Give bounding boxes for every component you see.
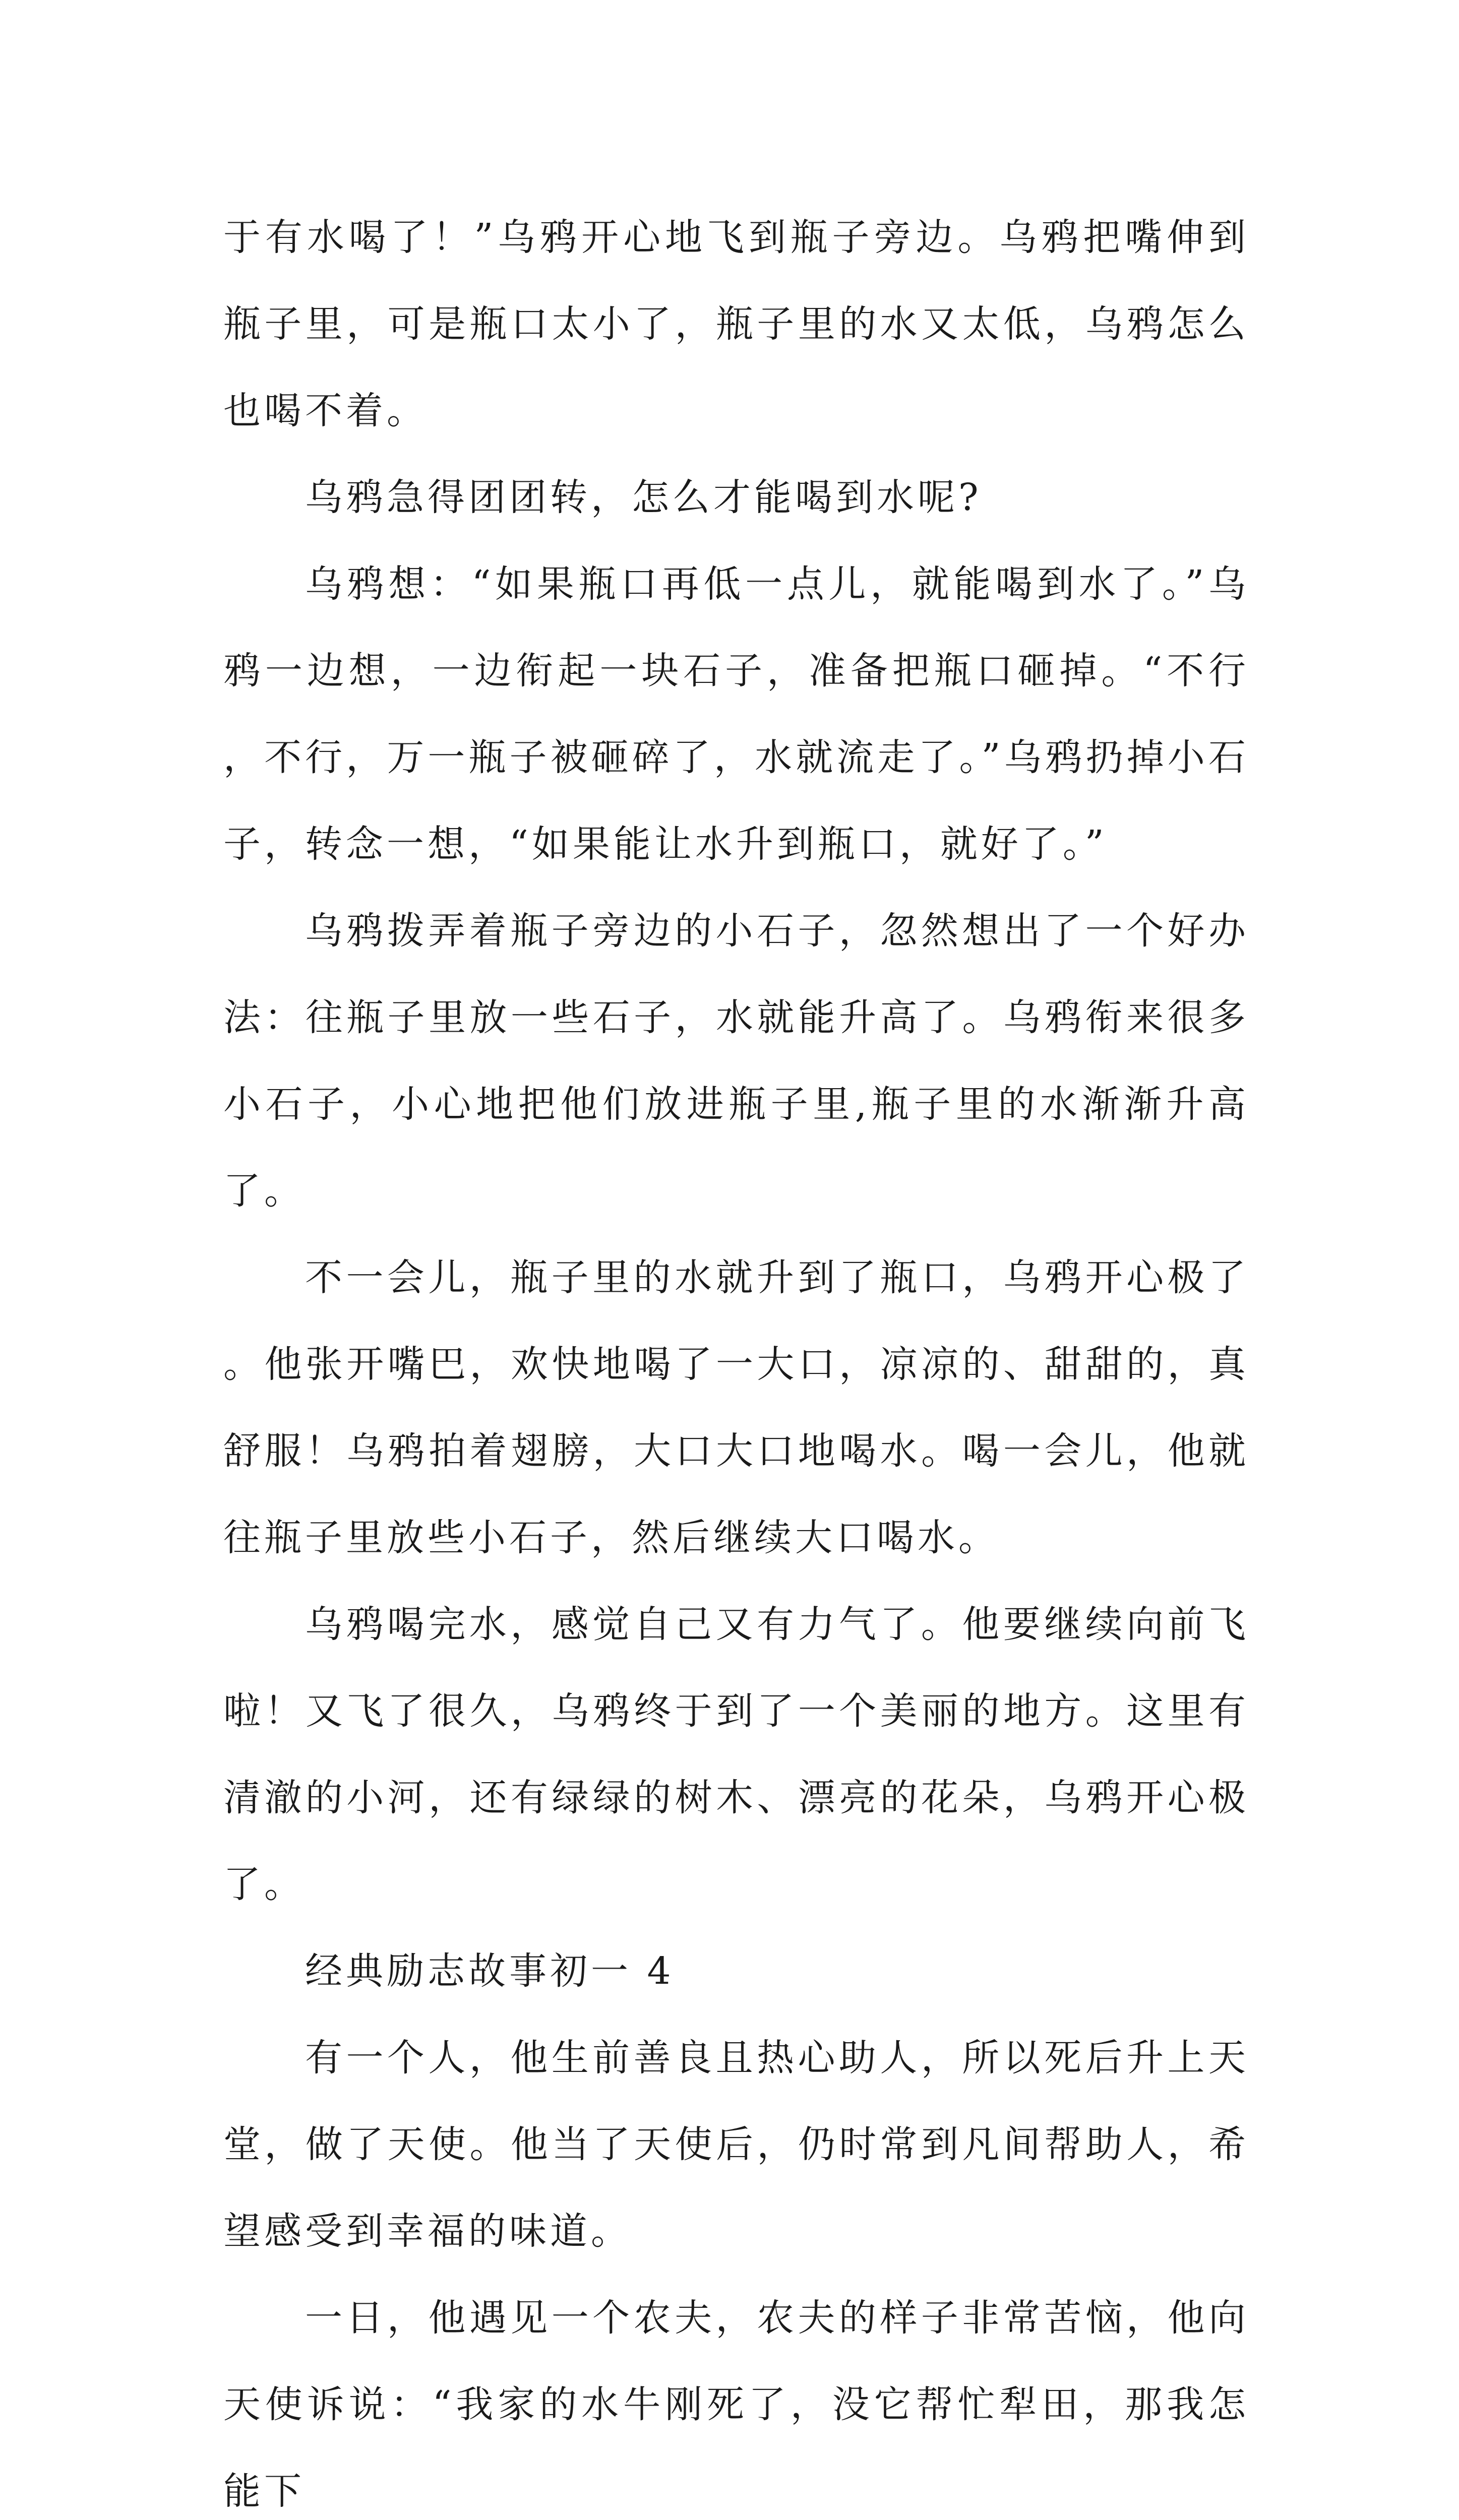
paragraph-angel-intro: 有一个人，他生前善良且热心助人，所以死后升上天堂，做了天使。他当了天使后，仍时常到凡间帮助人，希望感受到幸福的味道。 <box>223 2036 1249 2253</box>
paragraph-crow-anxious: 乌鸦急得团团转，怎么才能喝到水呢? <box>305 476 982 519</box>
paragraph-crow-idea: 乌鸦拨弄着瓶子旁边的小石子，忽然想出了一个好办法：往瓶子里放一些石子，水就能升高了。乌鸦衔来很多小石子，小心地把他们放进瓶子里,瓶子里的水渐渐升高了。 <box>223 909 1249 1213</box>
paragraph-crow-thinks: 乌鸦想：“如果瓶口再低一点儿，就能喝到水了。”乌鸦一边想，一边衔起一块石子，准备把瓶口砸掉。“不行，不行，万一瓶子被砸碎了，水就流走了。”乌鸦扔掉小石子，转念一想，“如果能让水升到瓶口，就好了。” <box>223 562 1249 866</box>
paragraph-farmer: 一日，他遇见一个农夫，农夫的样子非常苦恼，他向天使诉说：“我家的水牛刚死了，没它帮忙犁田，那我怎能下 <box>223 2296 1249 2513</box>
document-body <box>223 194 1249 2520</box>
section-heading: 经典励志故事初一 4 <box>305 1949 675 1993</box>
paragraph-crow-drinks-bottle: 于有水喝了！”乌鸦开心地飞到瓶子旁边。乌鸦把嘴伸到瓶子里，可是瓶口太小了，瓶子里的水又太低，乌鸦怎么也喝不着。 <box>223 216 1249 432</box>
paragraph-water-rises: 不一会儿，瓶子里的水就升到了瓶口，乌鸦开心极了。他张开嘴巴，欢快地喝了一大口，凉凉的、甜甜的，真舒服！乌鸦拍着翅膀，大口大口地喝水。喝一会儿，他就往瓶子里放些小石子，然后继续大口喝水。 <box>223 1256 1249 1559</box>
paragraph-crow-flies-on: 乌鸦喝完水，感觉自己又有力气了。他要继续向前飞啦！又飞了很久，乌鸦终于到了一个美丽的地方。这里有清澈的小河，还有绿绿的树木、漂亮的花朵，乌鸦开心极了。 <box>223 1603 1249 1906</box>
